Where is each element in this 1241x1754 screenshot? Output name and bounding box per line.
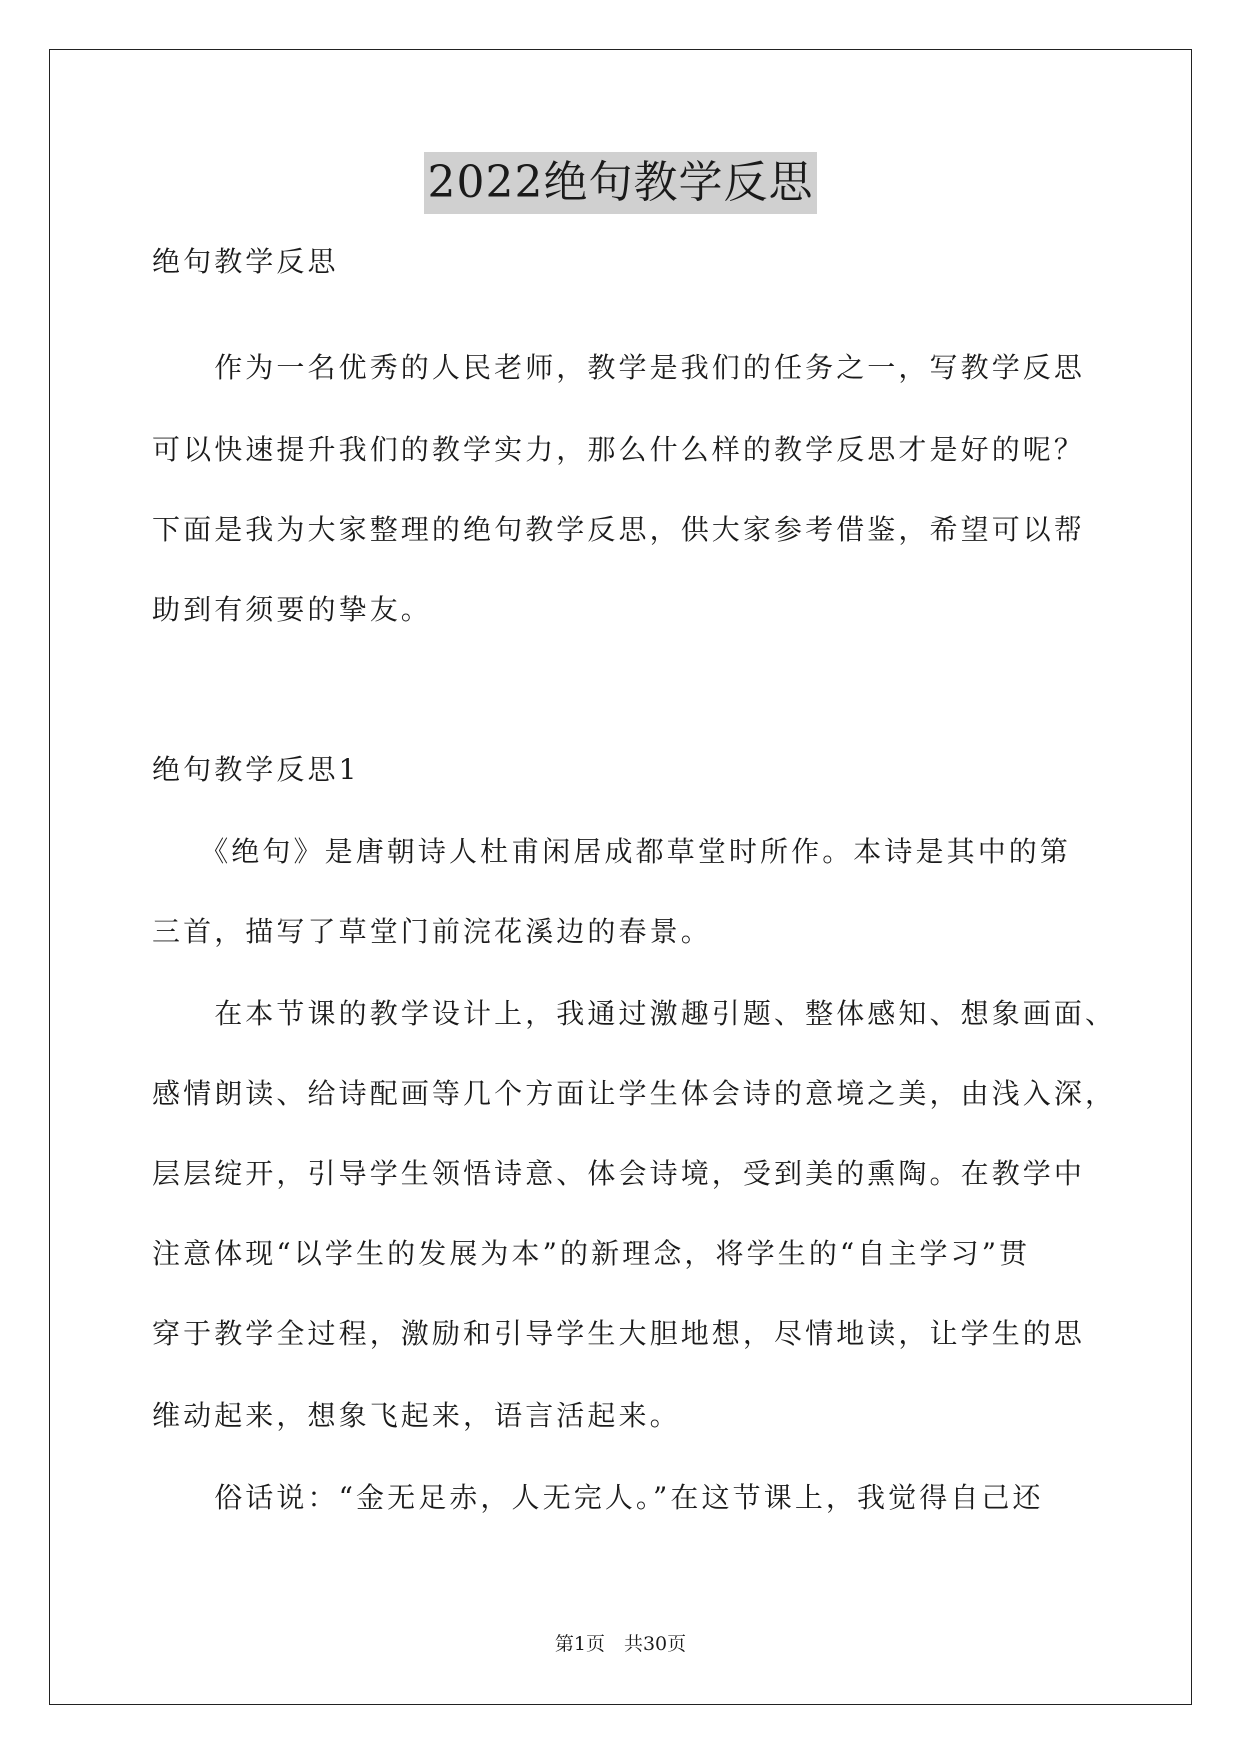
section-heading: 绝句教学反思1 (152, 753, 360, 786)
title-container (0, 152, 1241, 214)
body-line: 助到有须要的挚友。 (152, 593, 432, 626)
body-line: 俗话说：“金无足赤，人无完人。”在这节课上，我觉得自己还 (152, 1481, 1044, 1514)
page-footer: 第1页 共30页 (554, 1633, 687, 1655)
body-line: 在本节课的教学设计上，我通过激趣引题、整体感知、想象画面、 (152, 997, 1117, 1030)
body-line: 三首，描写了草堂门前浣花溪边的春景。 (152, 915, 712, 948)
document-title: 2022绝句教学反思 (424, 152, 818, 214)
intro-heading: 绝句教学反思 (152, 245, 339, 278)
body-line: 层层绽开，引导学生领悟诗意、体会诗境，受到美的熏陶。在教学中 (152, 1157, 1086, 1190)
body-line: 作为一名优秀的人民老师，教学是我们的任务之一，写教学反思 (152, 351, 1086, 384)
body-line: 维动起来，想象飞起来，语言活起来。 (152, 1399, 681, 1432)
body-line: 注意体现“以学生的发展为本”的新理念，将学生的“自主学习”贯 (152, 1237, 1031, 1270)
body-line: 穿于教学全过程，激励和引导学生大胆地想，尽情地读，让学生的思 (152, 1317, 1086, 1350)
body-line: 感情朗读、给诗配画等几个方面让学生体会诗的意境之美，由浅入深， (152, 1077, 1117, 1110)
body-line: 可以快速提升我们的教学实力，那么什么样的教学反思才是好的呢？ (152, 433, 1086, 466)
body-line: 下面是我为大家整理的绝句教学反思，供大家参考借鉴，希望可以帮 (152, 513, 1086, 546)
body-line: 《绝句》是唐朝诗人杜甫闲居成都草堂时所作。本诗是其中的第 (152, 835, 1072, 868)
page-border (49, 49, 1192, 1705)
